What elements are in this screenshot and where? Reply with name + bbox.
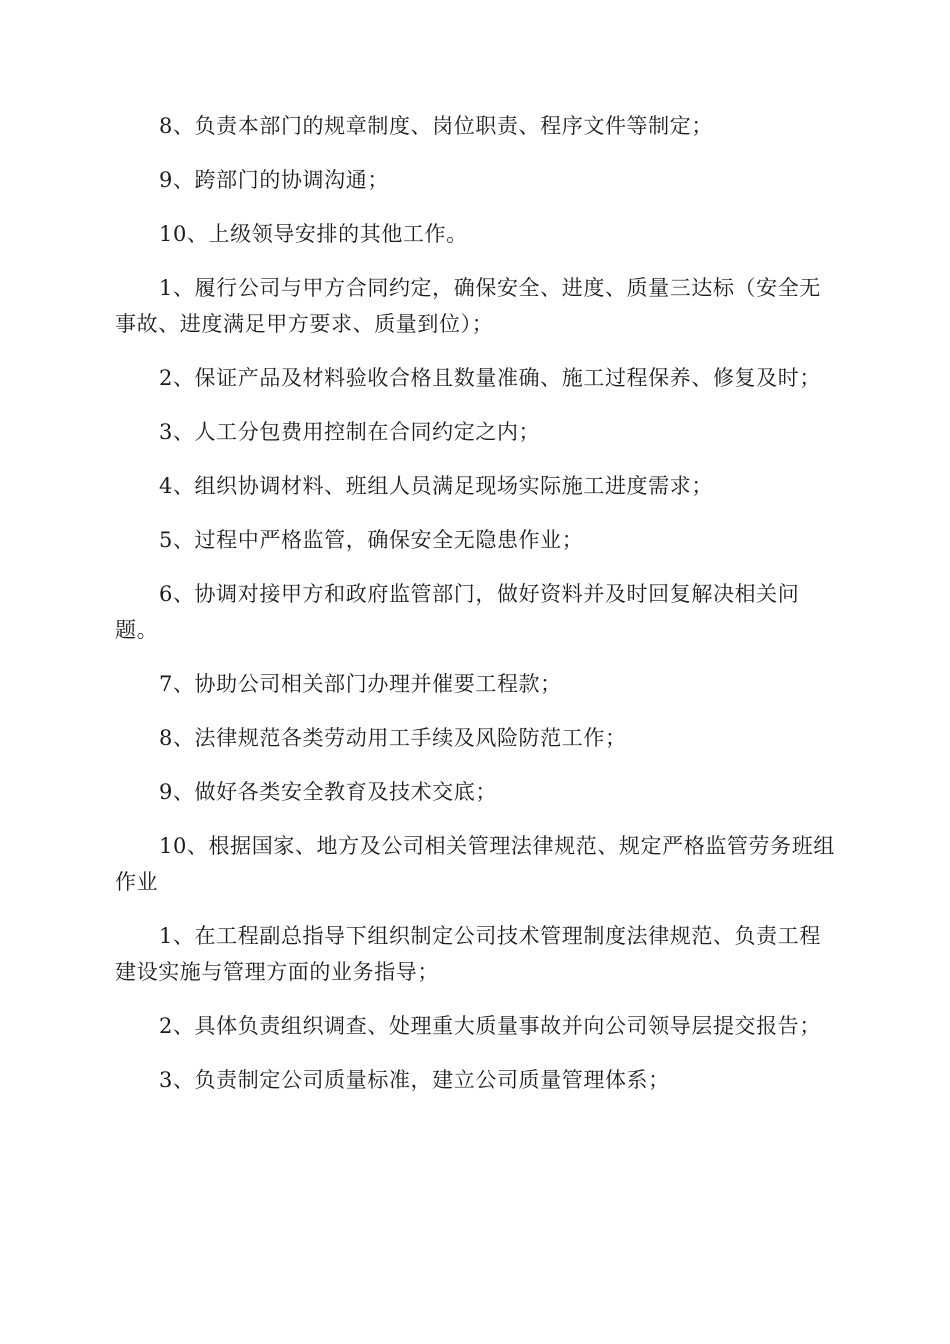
paragraph-9: 6、协调对接甲方和政府监管部门，做好资料并及时回复解决相关问题。 bbox=[115, 582, 800, 642]
paragraph-7: 4、组织协调材料、班组人员满足现场实际施工进度需求； bbox=[159, 474, 713, 498]
paragraph-3: 10、上级领导安排的其他工作。 bbox=[159, 222, 468, 246]
paragraph-4: 1、履行公司与甲方合同约定，确保安全、进度、质量三达标（安全无事故、进度满足甲方要求、质量到位）； bbox=[115, 276, 821, 336]
paragraph-14: 1、在工程副总指导下组织制定公司技术管理制度法律规范、负责工程建设实施与管理方面的业务指导； bbox=[115, 924, 821, 984]
paragraph-11: 8、法律规范各类劳动用工手续及风险防范工作； bbox=[159, 726, 627, 750]
paragraph-8: 5、过程中严格监管，确保安全无隐患作业； bbox=[159, 528, 584, 552]
paragraph-15: 2、具体负责组织调查、处理重大质量事故并向公司领导层提交报告； bbox=[159, 1014, 821, 1038]
document-body bbox=[115, 108, 835, 1116]
paragraph-2: 9、跨部门的协调沟通； bbox=[159, 168, 389, 192]
paragraph-5: 2、保证产品及材料验收合格且数量准确、施工过程保养、修复及时； bbox=[159, 366, 821, 390]
paragraph-1: 8、负责本部门的规章制度、岗位职责、程序文件等制定； bbox=[159, 114, 713, 138]
paragraph-10: 7、协助公司相关部门办理并催要工程款； bbox=[159, 672, 562, 696]
paragraph-6: 3、人工分包费用控制在合同约定之内； bbox=[159, 420, 541, 444]
paragraph-13: 10、根据国家、地方及公司相关管理法律规范、规定严格监管劳务班组作业 bbox=[115, 834, 835, 894]
paragraph-16: 3、负责制定公司质量标准，建立公司质量管理体系； bbox=[159, 1068, 670, 1092]
paragraph-12: 9、做好各类安全教育及技术交底； bbox=[159, 780, 497, 804]
